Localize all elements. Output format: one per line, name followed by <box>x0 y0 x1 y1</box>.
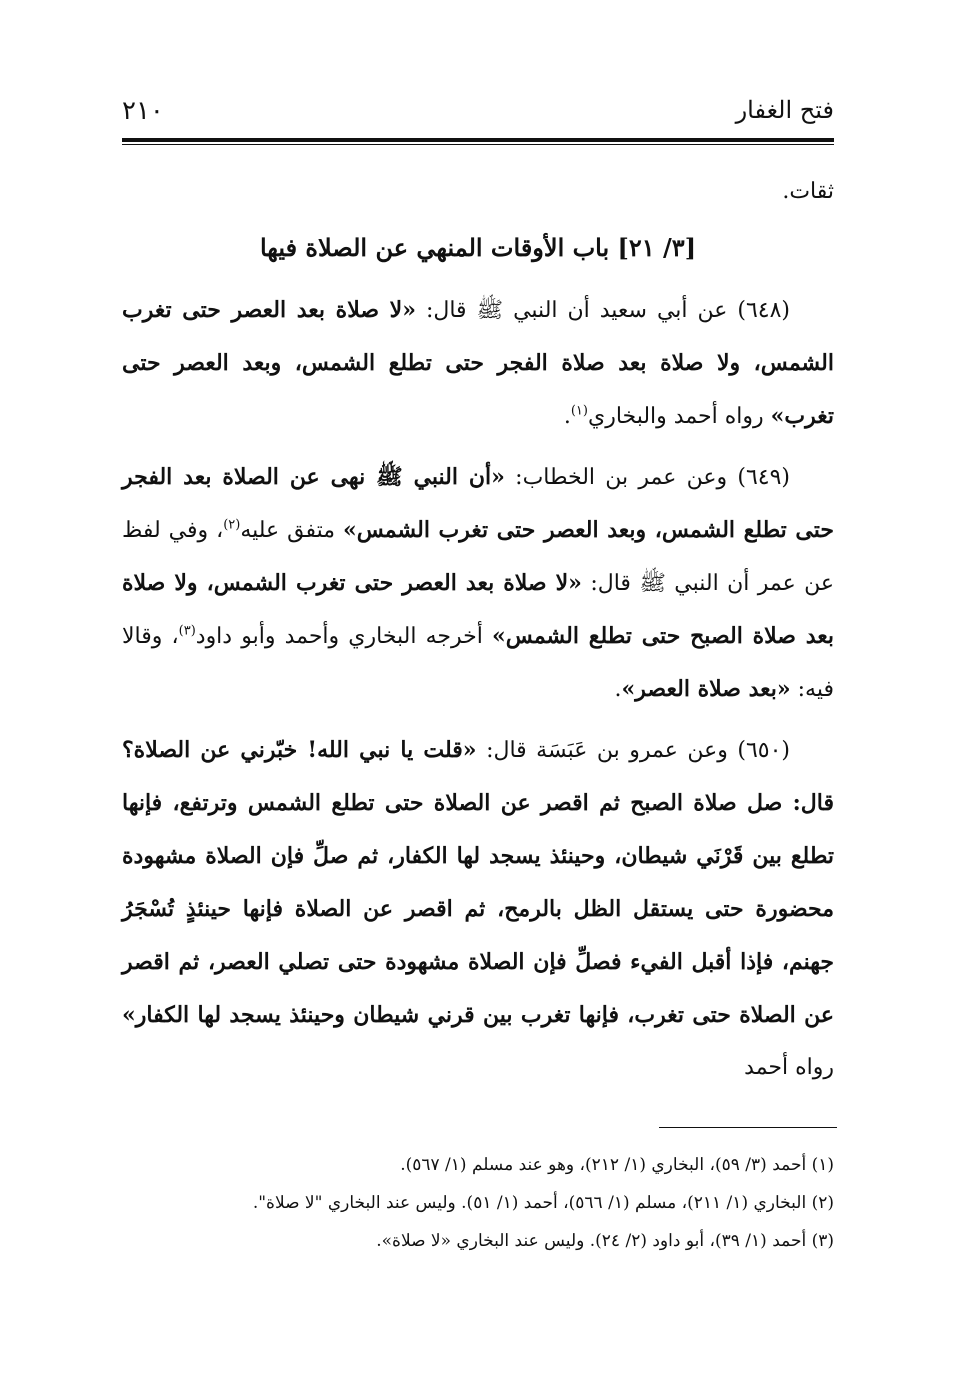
hadith-source: رواه أحمد <box>744 1055 834 1080</box>
footnote-1: (١) أحمد (٣/ ٥٩)، البخاري (١/ ٢١٢)، وهو عند مسلم (١/ ٥٦٧). <box>400 1155 834 1175</box>
hadith-quote: «لا صلاة بعد العصر حتى تغرب الشمس، ولا صلاة بعد صلاة الفجر حتى تطلع الشمس، وبعد العصر حتى تغرب» <box>122 297 834 429</box>
sentence-end: . <box>563 404 571 429</box>
hadith-number: (٦٤٩) <box>737 465 790 490</box>
footnote-separator <box>659 1127 837 1128</box>
footnote-ref[interactable]: (١) <box>570 403 588 419</box>
footnote-3: (٣) أحمد (١/ ٣٩)، أبو داود (٢/ ٢٤). وليس عند البخاري «لا صلاة». <box>376 1231 834 1251</box>
footnote-ref[interactable]: (٢) <box>223 517 241 533</box>
hadith-lead: وعن عمر بن الخطاب: <box>515 465 728 490</box>
hadith-lead: عن أبي سعيد أن النبي ﷺ قال: <box>425 298 728 323</box>
book-title: فتح الغفار <box>735 96 834 124</box>
hadith-source-2: أخرجه البخاري وأحمد وأبو داود <box>195 624 483 649</box>
hadith-quote-2: «لا صلاة بعد العصر حتى تغرب الشمس، ولا صلاة بعد صلاة الصبح حتى تطلع الشمس» <box>122 570 835 649</box>
hadith-quote: «قلت يا نبي الله! خبّرني عن الصلاة؟ قال: صل صلاة الصبح ثم اقصر عن الصلاة حتى تطلع الشمس وترتفع، فإنها تطلع بين قَرْنَي شيطان، وحينئذ يسجد لها الكفار، ثم صلِّ فإن الصلاة مشهودة محضورة حتى يستقل الظل بالرمح، ثم اقصر عن الصلاة فإنها حينئذٍ تُسْجَرُ جهنم، فإذا أقبل الفيء فصلِّ فإن الصلاة مشهودة حتى تصلي العصر، ثم اقصر عن الصلاة حتى تغرب، فإنها تغرب بين قرني شيطان وحينئذ يسجد لها الكفار» <box>122 737 834 1028</box>
hadith-number: (٦٥٠) <box>737 738 790 763</box>
header-rule-thin <box>122 144 834 145</box>
main-text <box>122 166 834 1094</box>
intro-word: ثقات. <box>782 179 834 204</box>
sentence-end: . <box>614 677 622 702</box>
hadith-source: متفق عليه <box>240 518 336 543</box>
hadith-lead: وعن عمرو بن عَبَسَة قال: <box>486 738 728 763</box>
page-number: ٢١٠ <box>122 96 164 126</box>
footnote-2: (٢) البخاري (١/ ٢١١)، مسلم (١/ ٥٦٦)، أحمد (١/ ٥١). وليس عند البخاري "لا صلاة". <box>252 1193 834 1213</box>
footnotes <box>122 1146 834 1260</box>
hadith-number: (٦٤٨) <box>737 298 790 323</box>
footnote-ref[interactable]: (٣) <box>178 623 196 639</box>
chapter-title: [٣/ ٢١] باب الأوقات المنهي عن الصلاة فيها <box>259 233 697 262</box>
page-header <box>122 92 834 136</box>
hadith-connector: ، وفي لفظ عن عمر أن النبي ﷺ قال: <box>122 518 834 596</box>
hadith-quote: «أن النبي ﷺ نهى عن الصلاة بعد الفجر حتى تطلع الشمس، وبعد العصر حتى تغرب الشمس» <box>122 464 834 543</box>
hadith-648 <box>122 284 834 443</box>
hadith-quote-3: «بعد صلاة العصر» <box>621 676 791 702</box>
hadith-connector-2: ، وقالا فيه: <box>122 624 834 702</box>
header-rule-thick <box>122 138 834 142</box>
hadith-649 <box>122 451 834 716</box>
hadith-650 <box>122 724 834 1094</box>
hadith-source: رواه أحمد والبخاري <box>587 404 764 429</box>
